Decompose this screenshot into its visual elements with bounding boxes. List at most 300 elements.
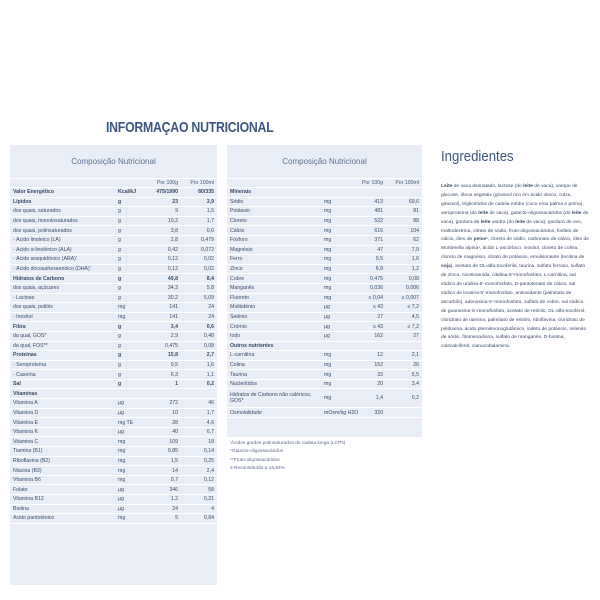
nutrition-table-left	[10, 145, 217, 585]
table-row	[10, 476, 217, 486]
table-row	[10, 351, 217, 361]
row-label: Sódio	[230, 198, 244, 205]
row-value-100g: 141	[169, 304, 178, 311]
row-label: Cloreto	[230, 218, 247, 225]
row-label: da qual, GOS*	[13, 333, 47, 340]
page-title: INFORMAÇAO NUTRICIONAL	[106, 119, 274, 136]
row-unit: g	[118, 294, 121, 301]
row-unit: g	[118, 227, 121, 234]
row-value-100ml: 24	[208, 314, 214, 321]
table-body	[10, 188, 217, 524]
row-label: Sal	[13, 381, 21, 388]
row-unit: Kcal/kJ	[118, 189, 137, 196]
table-row	[227, 188, 422, 198]
row-value-100ml: 26	[413, 361, 419, 368]
table-row	[227, 370, 422, 380]
ingredients-text: Leite de vaca desnatado, lactose (do leite de vaca), xarope de glucose, óleos vegetais (girassol rico em ácido oleico, colza, girassol), triglicéridos de cadeia média (coco e/ou palma e prima), seroproteína (do leite de vaca), galacto-oligossacáridos (do leite de vaca), gordura de leite anidra (do leite de vaca), gordura de ovo, maltodextrina, citrato de sódio, fruto-oligossacáridos, fosfato de cálcio, óleo de peixe¹, cloreto de sódio, carbonato de cálcio, óleo de Mortierella alpina¹, ácido L-ascórbico, inositol, cloreto de colina, cloreto de magnésio, citrato de potássio, emulsionante (lecitina de soja), acetato de DL-alfa-tocoferila, taurina, sulfato ferroso, sulfato de zinco, nicotinamida, citidina-5'-monofosfato, L-carnitina, sal sódico de uridina-5'-monofosfato, D-pantotenato de cálcio, sal sódico de inosina-5'-monofosfato, antioxidante (palmitato de ascorbilo), adenosina-5'-monofosfato, sulfato de cobre, sal sódico de guanosina-5'-monofosfato, acetato de retinilo, DL-alfa-tocoferol, cloridrato de tiamina, palmitato de retinilo, riboflavina, cloridrato de piridoxina, ácido pteroilmonoglutâmico, iodeto de potássio, selenito de sódio, fitomenadiona, sulfato de manganês, D-biotina, colecalciferol, cianocobalamina.	[441, 184, 589, 350]
row-unit: mg	[324, 208, 332, 215]
table-row	[10, 322, 217, 332]
row-unit: µg	[324, 323, 330, 330]
row-value-100g: 272	[169, 400, 178, 407]
table-row	[10, 332, 217, 342]
row-value-100ml: ≤ 0,007	[401, 294, 419, 301]
table-row	[10, 198, 217, 208]
row-value-100ml: 5,5	[411, 371, 419, 378]
row-value-100ml: 5,8	[206, 285, 214, 292]
row-unit: mg	[118, 304, 126, 311]
row-value-100ml: 1,6	[206, 361, 214, 368]
row-value-100g: 320	[374, 409, 383, 416]
row-label: Vitamina E	[13, 419, 38, 426]
row-value-100g: 0,036	[370, 285, 383, 292]
row-unit: mg	[324, 246, 332, 253]
row-value-100g: 12	[377, 352, 383, 359]
row-value-100ml: 1,5	[206, 208, 214, 215]
row-value-100ml: 0,2	[206, 381, 214, 388]
row-value-100g: 0,12	[167, 256, 178, 263]
row-label: Fibra	[13, 323, 26, 330]
ingredients-title: Ingredientes	[441, 148, 514, 165]
row-value-100ml: ≤ 7,2	[407, 304, 419, 311]
row-unit: mg	[324, 294, 332, 301]
row-unit: µg	[324, 304, 330, 311]
table-row	[227, 303, 422, 313]
row-unit: g	[118, 218, 121, 225]
table-row	[227, 226, 422, 236]
row-value-100g: 47	[377, 246, 383, 253]
row-unit: mg	[324, 361, 332, 368]
row-unit: g	[118, 342, 121, 349]
row-unit: µg	[118, 505, 124, 512]
footnote: *Galacto-oligossacáridos	[230, 449, 284, 455]
row-label: Vitamina B6	[13, 477, 41, 484]
row-value-100g: 162	[374, 333, 383, 340]
row-value-100g: 28	[172, 419, 178, 426]
column-header-row	[10, 179, 217, 188]
table-row	[10, 380, 217, 390]
table-row	[227, 207, 422, 217]
table-row	[10, 495, 217, 505]
row-value-100g: 9,5	[170, 361, 178, 368]
row-value-100ml: 1,7	[206, 409, 214, 416]
row-value-100ml: 69,6	[408, 198, 419, 205]
row-label: - Ácido α-linolénico (ALA)	[13, 246, 72, 253]
row-value-100g: 14	[172, 467, 178, 474]
row-label: Hidratos de Carbono	[13, 275, 65, 282]
table-row	[10, 207, 217, 217]
row-label: Vitamina A	[13, 400, 38, 407]
row-unit: mg	[118, 467, 126, 474]
table-row	[10, 342, 217, 352]
row-value-100g: 475/1990	[156, 189, 178, 196]
row-value-100g: 24	[172, 505, 178, 512]
row-label: Tiamina (B1)	[13, 448, 43, 455]
row-value-100g: 15,8	[167, 352, 178, 359]
table-body	[227, 188, 422, 418]
nutrition-table-right	[227, 145, 422, 437]
row-unit: mg	[118, 477, 126, 484]
row-value-100g: 152	[374, 361, 383, 368]
row-value-100ml: 2,1	[411, 352, 419, 359]
row-unit: µg	[324, 314, 330, 321]
table-row	[227, 342, 422, 352]
table-row	[227, 408, 422, 418]
row-label: Iodo	[230, 333, 241, 340]
row-label: Molibdénio	[230, 304, 256, 311]
row-value-100ml: 1,6	[411, 256, 419, 263]
row-label: Potássio	[230, 208, 250, 215]
table-header: Composição Nutricional	[10, 145, 217, 179]
row-value-100ml: 0,12	[203, 477, 214, 484]
row-value-100g: 20	[377, 381, 383, 388]
row-value-100ml: 0,02	[203, 256, 214, 263]
row-value-100ml: 5,09	[203, 294, 214, 301]
row-value-100ml: 80/335	[198, 189, 214, 196]
row-value-100g: 40	[172, 429, 178, 436]
table-row	[10, 236, 217, 246]
row-label: Ferro	[230, 256, 243, 263]
row-label: Osmolalidade	[230, 409, 262, 416]
row-value-100g: 6,9	[375, 266, 383, 273]
row-unit: g	[118, 285, 121, 292]
row-label: - Ácido araquidónico (ARA)'	[13, 256, 77, 263]
row-value-100g: 5	[175, 515, 178, 522]
row-value-100ml: 4,6	[206, 419, 214, 426]
row-value-100ml: 4	[211, 505, 214, 512]
row-value-100ml: 18	[208, 438, 214, 445]
row-unit: mg	[324, 198, 332, 205]
row-value-100ml: 81	[413, 208, 419, 215]
row-value-100g: ≤ 43	[372, 304, 383, 311]
row-unit: g	[118, 256, 121, 263]
row-value-100ml: 0,6	[206, 323, 214, 330]
row-unit: g	[118, 323, 122, 330]
row-value-100g: 10	[172, 409, 178, 416]
row-value-100g: 413	[374, 198, 383, 205]
row-label: - Lactose	[13, 294, 35, 301]
row-value-100ml: 62	[413, 237, 419, 244]
row-value-100ml: ≤ 7,2	[407, 323, 419, 330]
row-label: Colina	[230, 361, 245, 368]
table-row	[227, 351, 422, 361]
table-row	[10, 428, 217, 438]
table-row	[227, 389, 422, 408]
table-row	[10, 370, 217, 380]
row-unit: mg	[324, 352, 332, 359]
row-unit: mg	[324, 381, 332, 388]
row-label: Vitaminas	[13, 390, 38, 397]
row-label: Vitamina B12	[13, 496, 44, 503]
row-value-100g: 2,9	[170, 333, 178, 340]
table-row	[10, 514, 217, 524]
row-value-100g: 371	[374, 237, 383, 244]
row-value-100ml: 27	[413, 333, 419, 340]
row-value-100ml: 2,4	[206, 467, 214, 474]
row-value-100g: 1,4	[375, 395, 383, 402]
row-unit: mg	[118, 448, 126, 455]
table-row	[227, 361, 422, 371]
row-value-100ml: 0,48	[203, 333, 214, 340]
row-value-100g: 0,475	[165, 342, 178, 349]
row-label: Riboflavina (B2)	[13, 457, 50, 464]
col-per-100ml: Por 100ml	[190, 180, 214, 186]
row-value-100g: ≤ 0,04	[368, 294, 383, 301]
row-unit: mg	[118, 515, 126, 522]
row-unit: g	[118, 275, 122, 282]
row-unit: mOsm/kg H2O	[324, 409, 359, 416]
row-unit: g	[118, 266, 121, 273]
table-row	[10, 294, 217, 304]
row-value-100g: 522	[374, 218, 383, 225]
row-label: Valor Energético	[13, 189, 54, 196]
row-value-100g: 2,8	[170, 237, 178, 244]
row-label: Fósforo	[230, 237, 248, 244]
row-label: Zinco	[230, 266, 243, 273]
row-value-100g: 34,3	[167, 285, 178, 292]
row-unit: mg	[324, 237, 332, 244]
table-row	[10, 418, 217, 428]
row-value-100ml: 0,006	[406, 285, 419, 292]
row-value-100g: 23	[172, 198, 178, 205]
row-unit: µg	[118, 400, 124, 407]
row-label: Folato	[13, 486, 28, 493]
row-label: - Ácido linoleico (LA)	[13, 237, 61, 244]
row-value-100ml: 3,4	[411, 381, 419, 388]
table-row	[10, 303, 217, 313]
table-row	[227, 313, 422, 323]
row-unit: g	[118, 333, 121, 340]
table-row	[10, 265, 217, 275]
row-label: Vitamina D	[13, 409, 39, 416]
row-value-100ml: 0,21	[203, 496, 214, 503]
row-value-100g: 481	[374, 208, 383, 215]
row-label: dos quais, polinsaturados	[13, 227, 72, 234]
row-unit: mg	[118, 438, 126, 445]
row-value-100g: 0,7	[170, 477, 178, 484]
col-per-100g: Por 100g	[361, 180, 383, 186]
row-label: Lípidos	[13, 198, 32, 205]
row-value-100ml: 0,02	[203, 266, 214, 273]
row-unit: mg	[324, 371, 332, 378]
row-value-100ml: 46	[208, 400, 214, 407]
row-value-100ml: 0,14	[203, 448, 214, 455]
row-label: Nucleótidos	[230, 381, 258, 388]
row-label: - Inositol	[13, 314, 33, 321]
table-row	[227, 380, 422, 390]
row-value-100ml: 0,2	[411, 395, 419, 402]
table-row	[10, 389, 217, 399]
table-row	[10, 188, 217, 198]
table-row	[227, 332, 422, 342]
row-label: - Seroproteína	[13, 361, 47, 368]
table-row	[10, 226, 217, 236]
row-label: Vitamina K	[13, 429, 38, 436]
column-header-row	[227, 179, 422, 188]
row-label: da qual, FOS**	[13, 342, 48, 349]
row-unit: mg	[324, 275, 332, 282]
row-value-100g: 30,2	[167, 294, 178, 301]
row-label: dos quais, polióis	[13, 304, 53, 311]
row-label: Outros nutrientes	[230, 342, 274, 349]
row-value-100g: 9	[175, 208, 178, 215]
table-row	[227, 198, 422, 208]
table-row	[227, 217, 422, 227]
row-value-100ml: 8,4	[206, 275, 214, 282]
row-label: Cálcio	[230, 227, 245, 234]
row-unit: g	[118, 237, 121, 244]
row-value-100g: 109	[169, 438, 178, 445]
row-value-100ml: 24	[208, 304, 214, 311]
row-label: Ácido pantoténico	[13, 515, 55, 522]
row-value-100ml: 0,072	[201, 246, 214, 253]
footnote: 3 Reconstituído a 16,84%	[230, 466, 285, 472]
row-label: Magnésio	[230, 246, 253, 253]
row-value-100g: 33	[377, 371, 383, 378]
table-row	[10, 255, 217, 265]
row-unit: mg	[324, 285, 332, 292]
row-label: L-carnitina	[230, 352, 255, 359]
row-value-100g: 6,3	[170, 371, 178, 378]
row-value-100ml: 0,84	[203, 515, 214, 522]
row-label: - Ácido docosahexaenóico (DHA)'	[13, 266, 91, 273]
row-label: Manganês	[230, 285, 255, 292]
row-label: Hidratos de Carbono não calóricos, GOS*	[230, 392, 312, 405]
table-row	[227, 294, 422, 304]
row-label: Proteínas	[13, 352, 37, 359]
row-unit: mg	[324, 266, 332, 273]
table-row	[10, 313, 217, 323]
row-value-100g: 346	[169, 486, 178, 493]
row-value-100ml: 0,25	[203, 457, 214, 464]
footnote: 'Ácidos gordos polinsaturados de cadeia longa (LCPs)	[230, 441, 346, 446]
row-value-100ml: 0,479	[201, 237, 214, 244]
row-value-100ml: 0,08	[408, 275, 419, 282]
row-value-100ml: 88	[413, 218, 419, 225]
row-unit: g	[118, 352, 122, 359]
row-unit: g	[118, 361, 121, 368]
row-value-100g: 0,42	[167, 246, 178, 253]
row-value-100g: 0,85	[167, 448, 178, 455]
row-value-100ml: 0,6	[206, 227, 214, 234]
table-row	[10, 217, 217, 227]
row-value-100ml: 1,2	[411, 266, 419, 273]
row-value-100g: 3,4	[170, 323, 178, 330]
table-row	[227, 265, 422, 275]
row-value-100ml: 0,08	[203, 342, 214, 349]
table-row	[10, 409, 217, 419]
row-unit: g	[118, 246, 121, 253]
row-unit: µg	[118, 409, 124, 416]
row-value-100g: ≤ 43	[372, 323, 383, 330]
row-value-100g: 1,5	[170, 457, 178, 464]
row-unit: mg	[118, 457, 126, 464]
table-row	[10, 505, 217, 515]
row-label: dos quais, açúcares	[13, 285, 60, 292]
row-label: Taurina	[230, 371, 248, 378]
table-row	[10, 447, 217, 457]
row-value-100ml: 1,1	[206, 371, 214, 378]
table-row	[10, 466, 217, 476]
row-value-100g: 616	[374, 227, 383, 234]
row-value-100ml: 1,7	[206, 218, 214, 225]
row-value-100g: 0,12	[167, 266, 178, 273]
row-unit: µg	[118, 486, 124, 493]
row-value-100ml: 4,5	[411, 314, 419, 321]
row-label: Crómio	[230, 323, 247, 330]
table-row	[227, 255, 422, 265]
row-unit: mg	[118, 314, 126, 321]
row-unit: mg	[324, 218, 332, 225]
row-unit: µg	[118, 429, 124, 436]
row-unit: µg	[118, 496, 124, 503]
row-value-100g: 1,2	[170, 496, 178, 503]
table-row	[10, 284, 217, 294]
row-label: Fluoreto	[230, 294, 250, 301]
row-label: - Caseína	[13, 371, 36, 378]
row-value-100g: 1	[175, 381, 178, 388]
row-value-100g: 141	[169, 314, 178, 321]
table-row	[10, 437, 217, 447]
row-value-100g: 0,475	[370, 275, 383, 282]
row-value-100ml: 58	[208, 486, 214, 493]
row-label: Cobre	[230, 275, 245, 282]
table-row	[227, 274, 422, 284]
table-header: Composição Nutricional	[227, 145, 422, 179]
row-label: dos quais, saturados	[13, 208, 61, 215]
footnote: **Fruto-oligossacáridos	[230, 457, 280, 463]
row-unit: mg	[324, 256, 332, 263]
table-row	[10, 485, 217, 495]
table-row	[227, 322, 422, 332]
row-label: Vitamina C	[13, 438, 39, 445]
row-unit: mg	[324, 227, 332, 234]
col-per-100g: Por 100g	[156, 180, 178, 186]
row-label: Minerais	[230, 189, 252, 196]
row-unit: mg	[324, 395, 332, 402]
table-row	[10, 361, 217, 371]
row-unit: mg TE	[118, 419, 134, 426]
row-label: Selénio	[230, 314, 248, 321]
row-value-100g: 27	[377, 314, 383, 321]
row-value-100ml: 104	[410, 227, 419, 234]
table-row	[10, 274, 217, 284]
row-value-100ml: 7,9	[411, 246, 419, 253]
table-row	[10, 246, 217, 256]
row-value-100g: 49,8	[167, 275, 178, 282]
row-label: Biotina	[13, 505, 29, 512]
table-row	[10, 399, 217, 409]
row-label: dos quais, monoinsaturados	[13, 218, 78, 225]
row-label: Niacina (B3)	[13, 467, 42, 474]
row-value-100g: 3,8	[170, 227, 178, 234]
row-value-100ml: 2,7	[206, 352, 214, 359]
row-unit: g	[118, 371, 121, 378]
table-row	[227, 246, 422, 256]
col-per-100ml: Por 100ml	[395, 180, 419, 186]
row-unit: g	[118, 381, 122, 388]
table-row	[227, 284, 422, 294]
table-footnotes	[227, 440, 422, 474]
row-unit: µg	[324, 333, 330, 340]
row-unit: g	[118, 198, 122, 205]
row-value-100g: 9,5	[375, 256, 383, 263]
table-row	[10, 457, 217, 467]
row-value-100ml: 3,9	[206, 198, 214, 205]
row-value-100ml: 6,7	[206, 429, 214, 436]
row-unit: g	[118, 208, 121, 215]
table-row	[227, 236, 422, 246]
row-value-100g: 10,2	[167, 218, 178, 225]
